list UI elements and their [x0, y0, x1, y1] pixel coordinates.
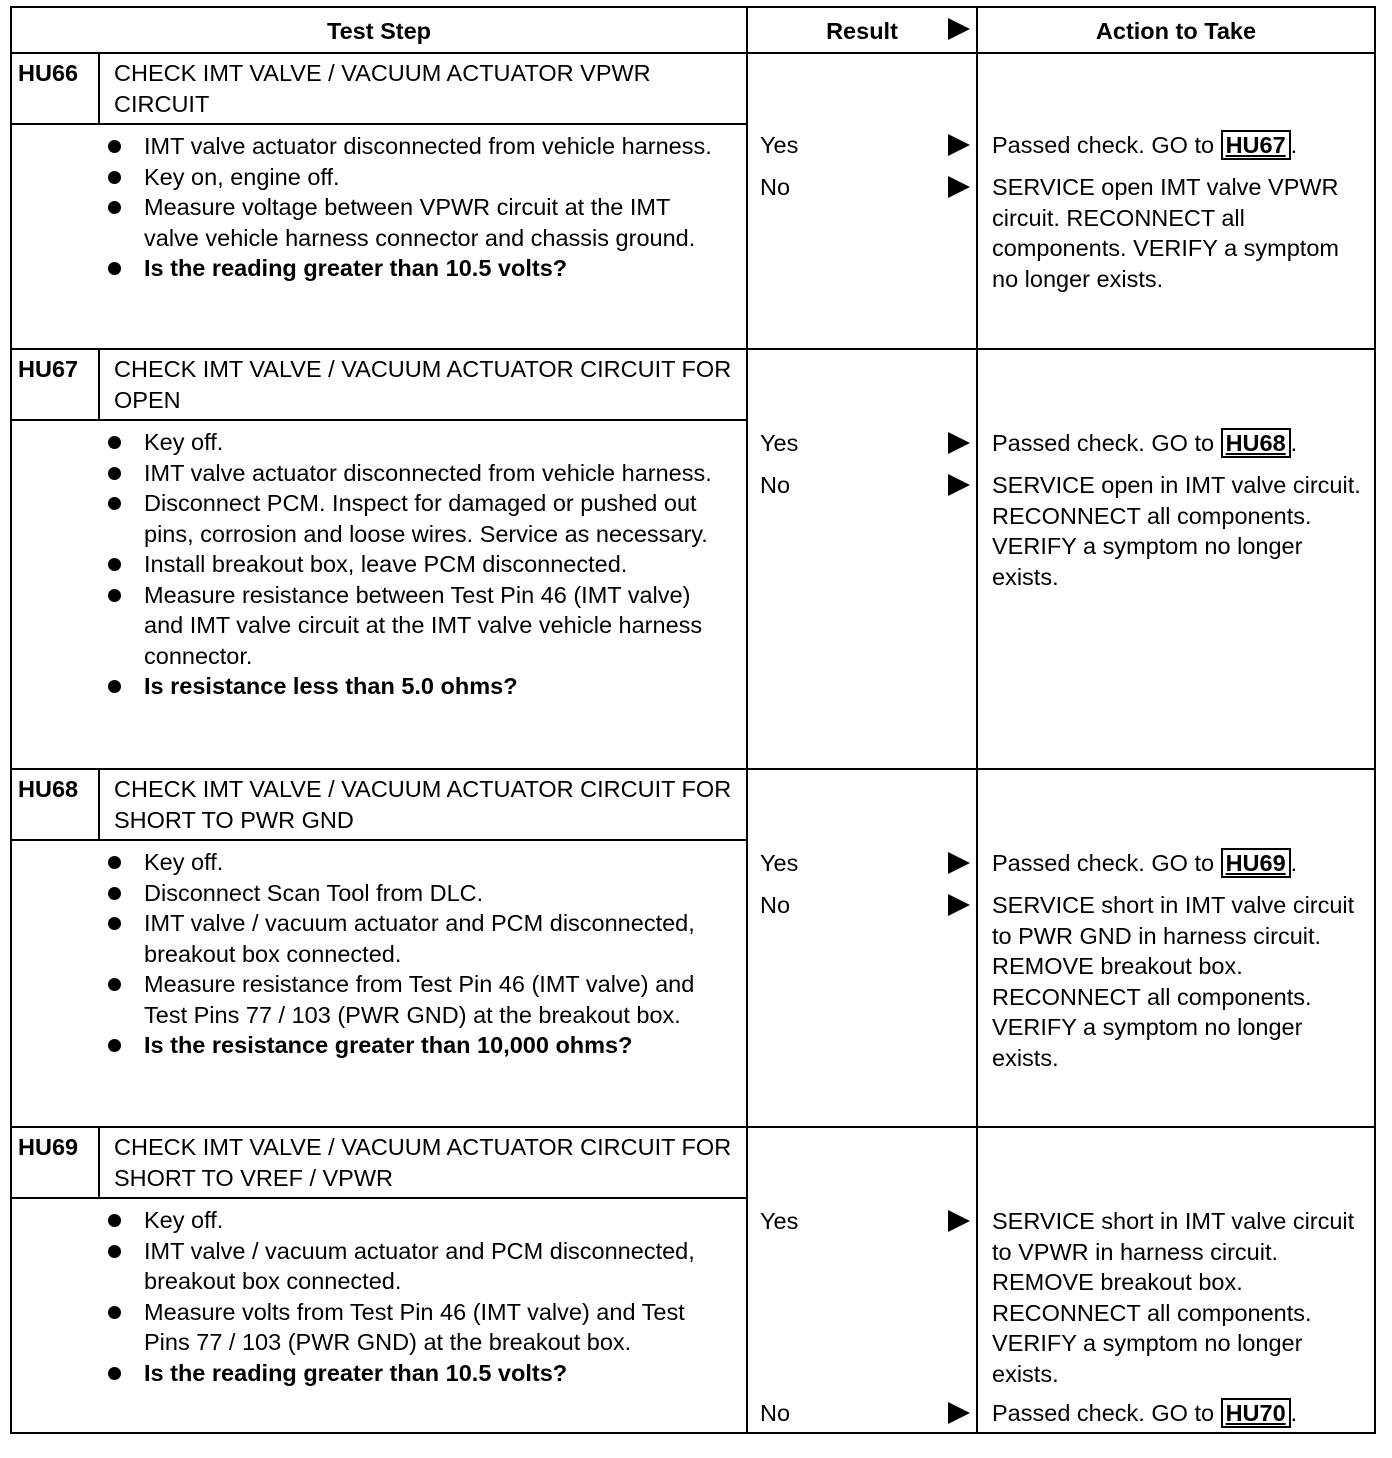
action-text-end: . [1290, 1400, 1298, 1426]
step-id: HU68 [12, 770, 100, 839]
step-header [12, 350, 746, 421]
step-id: HU69 [12, 1128, 100, 1197]
result-label: No [760, 892, 791, 918]
action-yes [992, 848, 1364, 879]
bullet-question: Is the resistance greater than 10,000 ohms? [108, 1030, 730, 1061]
bullet-item: Measure resistance between Test Pin 46 (IMT valve) and IMT valve circuit at the IMT valve vehicle harness connector. [108, 580, 730, 672]
bullet-item: IMT valve / vacuum actuator and PCM disconnected, breakout box connected. [108, 908, 730, 969]
result-no [760, 470, 970, 500]
action-text: Passed check. GO to [992, 132, 1221, 158]
step-header [12, 54, 746, 125]
bullet-item: Key off. [108, 847, 730, 878]
step-bullets [12, 125, 746, 288]
bullet-item: Disconnect PCM. Inspect for damaged or pushed out pins, corrosion and loose wires. Service as necessary. [108, 488, 730, 549]
step-bullets [12, 421, 746, 706]
step-cell [11, 53, 747, 349]
bullet-item: Measure volts from Test Pin 46 (IMT valve) and Test Pins 77 / 103 (PWR GND) at the breakout box. [108, 1297, 730, 1358]
header-result-label: Result [826, 17, 898, 44]
bullet-item: Key off. [108, 1205, 730, 1236]
goto-link[interactable]: HU68 [1221, 428, 1291, 458]
bullet-item: IMT valve actuator disconnected from vehicle harness. [108, 458, 730, 489]
action-text-end: . [1290, 430, 1298, 456]
arrow-right-icon [948, 852, 970, 874]
action-yes [992, 428, 1364, 459]
arrow-right-icon [948, 134, 970, 156]
step-bullets [12, 841, 746, 1065]
header-test-step: Test Step [11, 7, 747, 53]
action-cell [977, 1127, 1375, 1433]
result-label: Yes [760, 1208, 799, 1234]
action-text: Passed check. GO to [992, 1400, 1221, 1426]
result-cell [747, 349, 977, 769]
action-no: SERVICE open IMT valve VPWR circuit. RECONNECT all components. VERIFY a symptom no longer exists. [992, 174, 1339, 292]
result-no [760, 890, 970, 920]
result-cell [747, 1127, 977, 1433]
result-no [760, 1398, 970, 1428]
bullet-item: IMT valve / vacuum actuator and PCM disconnected, breakout box connected. [108, 1236, 730, 1297]
step-cell [11, 769, 747, 1127]
result-yes [760, 848, 970, 878]
arrow-right-icon [948, 1210, 970, 1232]
action-cell [977, 769, 1375, 1127]
result-label: Yes [760, 850, 799, 876]
arrow-right-icon [948, 432, 970, 454]
result-label: No [760, 174, 791, 200]
action-no: SERVICE open in IMT valve circuit. RECONNECT all components. VERIFY a symptom no longer exists. [992, 472, 1361, 590]
step-id: HU66 [12, 54, 100, 123]
goto-link[interactable]: HU67 [1221, 130, 1291, 160]
bullet-item: Disconnect Scan Tool from DLC. [108, 878, 730, 909]
result-label: Yes [760, 132, 799, 158]
step-header [12, 770, 746, 841]
action-text-end: . [1290, 850, 1298, 876]
action-yes: SERVICE short in IMT valve circuit to VPWR in harness circuit. REMOVE breakout box. RECONNECT all components. VERIFY a symptom no longer exists. [992, 1208, 1355, 1387]
bullet-item: Measure resistance from Test Pin 46 (IMT valve) and Test Pins 77 / 103 (PWR GND) at the breakout box. [108, 969, 730, 1030]
bullet-question: Is resistance less than 5.0 ohms? [108, 671, 730, 702]
action-text: Passed check. GO to [992, 850, 1221, 876]
bullet-item: Key off. [108, 427, 730, 458]
header-result [747, 7, 977, 53]
result-yes [760, 1206, 970, 1236]
step-bullets [12, 1199, 746, 1392]
action-no: SERVICE short in IMT valve circuit to PWR GND in harness circuit. REMOVE breakout box. RECONNECT all components. VERIFY a symptom no longer exists. [992, 892, 1355, 1071]
step-title: CHECK IMT VALVE / VACUUM ACTUATOR CIRCUIT FOR SHORT TO PWR GND [114, 776, 732, 833]
arrow-right-icon [948, 1402, 970, 1424]
result-cell [747, 769, 977, 1127]
bullet-question: Is the reading greater than 10.5 volts? [108, 1358, 730, 1389]
result-no [760, 172, 970, 202]
goto-link[interactable]: HU70 [1221, 1398, 1291, 1428]
diagnostic-table [10, 6, 1376, 1434]
step-row-hu68 [11, 769, 1375, 1127]
result-yes [760, 428, 970, 458]
action-cell [977, 349, 1375, 769]
arrow-right-icon [948, 18, 970, 40]
result-label: Yes [760, 430, 799, 456]
step-title: CHECK IMT VALVE / VACUUM ACTUATOR CIRCUIT FOR SHORT TO VREF / VPWR [114, 1134, 732, 1191]
action-yes [992, 130, 1364, 161]
step-title: CHECK IMT VALVE / VACUUM ACTUATOR VPWR CIRCUIT [114, 60, 651, 117]
result-label: No [760, 472, 791, 498]
step-id: HU67 [12, 350, 100, 419]
step-header [12, 1128, 746, 1199]
bullet-question: Is the reading greater than 10.5 volts? [108, 253, 730, 284]
result-label: No [760, 1400, 791, 1426]
step-row-hu69 [11, 1127, 1375, 1433]
bullet-item: IMT valve actuator disconnected from vehicle harness. [108, 131, 730, 162]
action-no [992, 1398, 1364, 1429]
step-row-hu67 [11, 349, 1375, 769]
bullet-item: Key on, engine off. [108, 162, 730, 193]
diagnostic-page [10, 6, 1374, 1434]
step-cell [11, 1127, 747, 1433]
table-header-row [11, 7, 1375, 53]
header-action: Action to Take [977, 7, 1375, 53]
arrow-right-icon [948, 176, 970, 198]
result-yes [760, 130, 970, 160]
action-cell [977, 53, 1375, 349]
step-title: CHECK IMT VALVE / VACUUM ACTUATOR CIRCUIT FOR OPEN [114, 356, 732, 413]
result-cell [747, 53, 977, 349]
step-cell [11, 349, 747, 769]
action-text-end: . [1290, 132, 1298, 158]
action-text: Passed check. GO to [992, 430, 1221, 456]
goto-link[interactable]: HU69 [1221, 848, 1291, 878]
arrow-right-icon [948, 474, 970, 496]
bullet-item: Install breakout box, leave PCM disconnected. [108, 549, 730, 580]
bullet-item: Measure voltage between VPWR circuit at the IMT valve vehicle harness connector and chassis ground. [108, 192, 730, 253]
step-row-hu66 [11, 53, 1375, 349]
arrow-right-icon [948, 894, 970, 916]
